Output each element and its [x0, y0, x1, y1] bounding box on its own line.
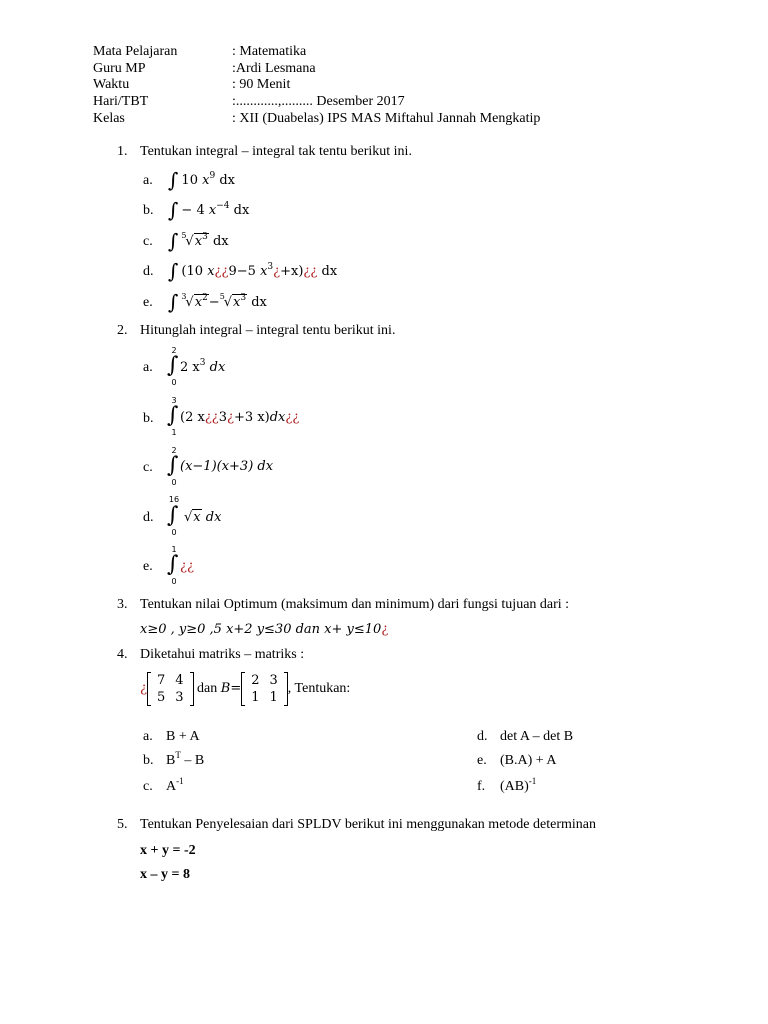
- q1-item-c: [143, 229, 229, 253]
- question-text: Tentukan integral – integral tak tentu berikut ini.: [140, 144, 412, 159]
- question-text: Diketahui matriks – matriks :: [140, 647, 305, 662]
- header-label: Waktu: [93, 77, 130, 92]
- header-row-date: [93, 93, 405, 110]
- math-expression: 10 $x^9$ dx: [181, 171, 235, 188]
- math-expression: (10 x¿¿9−5 $x^3¿+x)¿¿$ dx: [181, 262, 338, 279]
- header-value: :Ardi Lesmana: [232, 61, 316, 76]
- upper-limit: 2: [171, 446, 177, 455]
- lower-limit: 0: [171, 577, 177, 586]
- q5-equation-2: x – y = 8: [140, 867, 190, 882]
- item-letter: d.: [143, 264, 154, 279]
- question-text: Hitunglah integral – integral tentu berikut ini.: [140, 323, 396, 338]
- instruction-tail: , Tentukan:: [287, 681, 351, 696]
- question-text: Tentukan Penyelesaian dari SPLDV berikut ini menggunakan metode determinan: [140, 817, 596, 832]
- question-2: [117, 322, 395, 340]
- lower-limit: 0: [171, 528, 177, 537]
- integral-sign: ∫: [167, 453, 179, 478]
- header-row-teacher: [93, 60, 316, 77]
- question-number: 1.: [117, 144, 128, 159]
- q4-option-a: a. B + A: [143, 729, 200, 744]
- integral-sign: ∫: [168, 229, 179, 253]
- radical: 3 $√x^2$: [181, 292, 208, 310]
- q2-item-d-body: √x dx: [184, 510, 222, 525]
- matrix-b-label: B=: [220, 681, 242, 696]
- q1-item-a: [143, 168, 235, 192]
- header-label: Mata Pelajaran: [93, 44, 178, 59]
- q4-matrices: ¿ 7 4 5 3 dan B= 2 3 1 1 , Tentukan:: [140, 672, 351, 705]
- matrix-b: 2 3 1 1: [241, 672, 288, 706]
- q4-option-c: c. $A^{-1}$: [143, 776, 184, 794]
- question-5: [117, 816, 596, 834]
- question-text: Tentukan nilai Optimum (maksimum dan minimum) dari fungsi tujuan dari :: [140, 597, 570, 612]
- q1-item-d: [143, 259, 338, 283]
- upper-limit: 3: [171, 396, 177, 405]
- integral-sign: ∫: [167, 552, 179, 577]
- math-expression: 5 $√x^3$ dx: [181, 231, 229, 249]
- q2-item-a-body: 2 $x^3$ dx: [180, 358, 226, 375]
- q2-item-c-letter: c.: [143, 460, 153, 475]
- item-letter: a.: [143, 173, 153, 188]
- upper-limit: 16: [168, 495, 180, 504]
- upper-limit: 1: [171, 545, 177, 554]
- matrix-a: 7 4 5 3: [147, 672, 194, 706]
- integral-sign: ∫: [167, 353, 179, 378]
- dan-label: dan: [197, 681, 218, 696]
- upper-limit: 2: [171, 346, 177, 355]
- item-letter: e.: [143, 295, 153, 310]
- lower-limit: 1: [171, 428, 177, 437]
- header-label: Kelas: [93, 111, 125, 126]
- q2-item-b-body: (2 x¿¿3¿+3 x)dx¿¿: [180, 410, 300, 425]
- header-value: : XII (Duabelas) IPS MAS Miftahul Jannah Mengkatip: [232, 111, 541, 126]
- integral-sign: ∫: [167, 503, 179, 528]
- question-number: 5.: [117, 817, 128, 832]
- integral-sign: ∫: [168, 290, 179, 314]
- math-expression: 3 $√x^2-$ 5 $√x^3$ dx: [181, 292, 267, 310]
- question-4: [117, 646, 304, 664]
- q4-option-d: d. det A – det B: [477, 729, 574, 744]
- header-label: Guru MP: [93, 61, 146, 76]
- q4-option-e: e. (B.A) + A: [477, 753, 557, 768]
- q4-option-f: f. (AB)$^{-1}$: [477, 776, 537, 794]
- header-row-time: [93, 76, 290, 93]
- q1-item-e: [143, 290, 267, 314]
- radical: 5 $√x^3$: [181, 231, 208, 249]
- integral-sign: ∫: [168, 259, 179, 283]
- integral-sign: ∫: [168, 168, 179, 192]
- q2-item-c-body: (x−1)(x+3) dx: [180, 459, 274, 474]
- q4-option-b: b. $B^T$ – B: [143, 750, 205, 768]
- q2-item-a-letter: a.: [143, 360, 153, 375]
- math-expression: − 4 $x^{-4}$ dx: [181, 201, 250, 218]
- header-value: : 90 Menit: [232, 77, 291, 92]
- integral-sign: ∫: [168, 198, 179, 222]
- question-3: [117, 596, 569, 614]
- header-row-class: [93, 110, 540, 127]
- q2-item-e-letter: e.: [143, 559, 153, 574]
- header-value: : Matematika: [232, 44, 307, 59]
- radical: 5 $√x^3$: [219, 292, 247, 310]
- header-value: :............,......... Desember 2017: [232, 94, 405, 109]
- q2-item-e-body: ¿¿: [180, 559, 194, 574]
- header-row-subject: [93, 43, 306, 60]
- q3-constraints: x≥0 , y≥0 ,5 x+2 y≤30 dan x+ y≤10¿: [140, 622, 389, 637]
- lower-limit: 0: [171, 478, 177, 487]
- question-number: 3.: [117, 597, 128, 612]
- q1-item-b: [143, 198, 250, 222]
- header-label: Hari/TBT: [93, 94, 149, 109]
- lower-limit: 0: [171, 378, 177, 387]
- q2-item-d-letter: d.: [143, 510, 154, 525]
- question-number: 4.: [117, 647, 128, 662]
- q5-equation-1: x + y = -2: [140, 843, 196, 858]
- integral-sign: ∫: [167, 403, 179, 428]
- q2-item-b-letter: b.: [143, 411, 154, 426]
- question-1: [117, 143, 412, 161]
- item-letter: c.: [143, 234, 153, 249]
- item-letter: b.: [143, 203, 154, 218]
- question-number: 2.: [117, 323, 128, 338]
